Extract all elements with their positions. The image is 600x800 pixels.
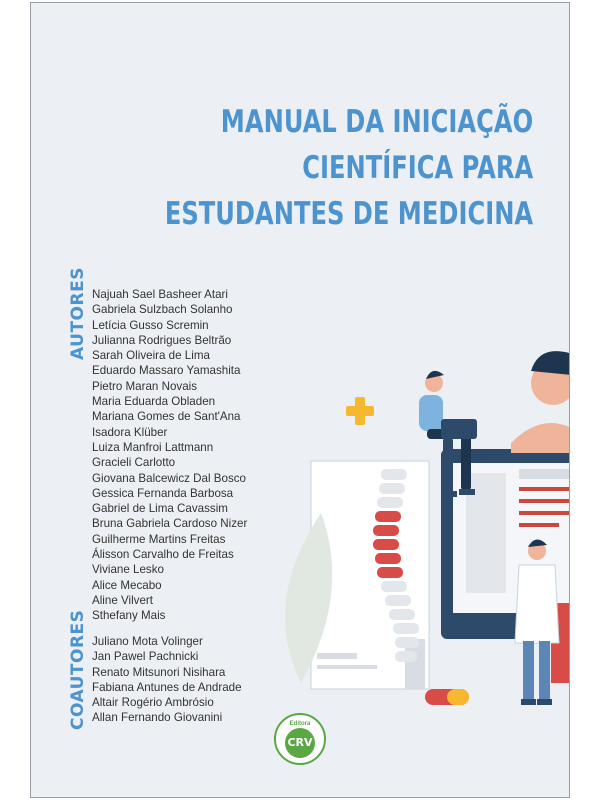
author-name: Gracieli Carlotto — [92, 456, 176, 470]
author-name: Sarah Oliveira de Lima — [92, 349, 210, 363]
book-cover — [30, 2, 570, 798]
title-line-3: ESTUDANTES DE MEDICINA — [164, 196, 533, 232]
coauthor-name: Allan Fernando Giovanini — [92, 711, 223, 725]
author-name: Eduardo Massaro Yamashita — [92, 364, 241, 378]
coauthor-name: Fabiana Antunes de Andrade — [92, 680, 242, 694]
pill-icon — [425, 689, 469, 705]
authors-label: AUTORES — [68, 267, 88, 360]
author-name: Letícia Gusso Scremin — [92, 318, 209, 332]
author-name: Najuah Sael Basheer Atari — [92, 288, 228, 301]
author-name: Viviane Lesko — [92, 563, 164, 577]
title-line-1: MANUAL DA INICIAÇÃO — [220, 104, 533, 140]
author-name: Julianna Rodrigues Beltrão — [92, 333, 232, 347]
publisher-logo — [274, 713, 326, 765]
author-name: Bruna Gabriela Cardoso Nizer — [92, 517, 248, 531]
author-name: Guilherme Martins Freitas — [92, 532, 226, 546]
author-name: Aline Vilvert — [92, 593, 154, 607]
author-name: Alice Mecabo — [92, 578, 162, 592]
author-name: Álisson Carvalho de Freitas — [92, 548, 234, 562]
author-name: Giovana Balcewicz Dal Bosco — [92, 471, 247, 485]
author-name: Maria Eduarda Obladen — [92, 395, 216, 409]
coauthor-name: Jan Pawel Pachnicki — [92, 650, 199, 664]
coauthor-name: Juliano Mota Volinger — [92, 635, 203, 648]
publisher-name: CRV — [285, 728, 315, 758]
author-name: Pietro Maran Novais — [92, 379, 198, 393]
coauthor-name: Renato Mitsunori Nisihara — [92, 665, 226, 679]
author-name: Luiza Manfroi Lattmann — [92, 440, 214, 454]
book-title — [165, 99, 533, 237]
author-name: Gessica Fernanda Barbosa — [92, 486, 234, 500]
author-name: Isadora Klüber — [92, 425, 168, 439]
author-name: Sthefany Mais — [92, 609, 166, 623]
authors-list — [92, 287, 247, 624]
coauthor-name: Altair Rogério Ambrósio — [92, 696, 214, 710]
author-name: Gabriela Sulzbach Solanho — [92, 303, 233, 317]
author-name: Mariana Gomes de Sant'Ana — [92, 410, 241, 424]
author-name: Gabriel de Lima Cavassim — [92, 502, 228, 516]
coauthors-label: COAUTORES — [68, 609, 88, 730]
plus-icon — [346, 397, 374, 425]
publisher-small-label: Editora — [289, 720, 311, 727]
title-line-2: CIENTÍFICA PARA — [302, 150, 533, 186]
medical-illustration — [281, 343, 570, 793]
coauthors-list — [92, 634, 242, 726]
